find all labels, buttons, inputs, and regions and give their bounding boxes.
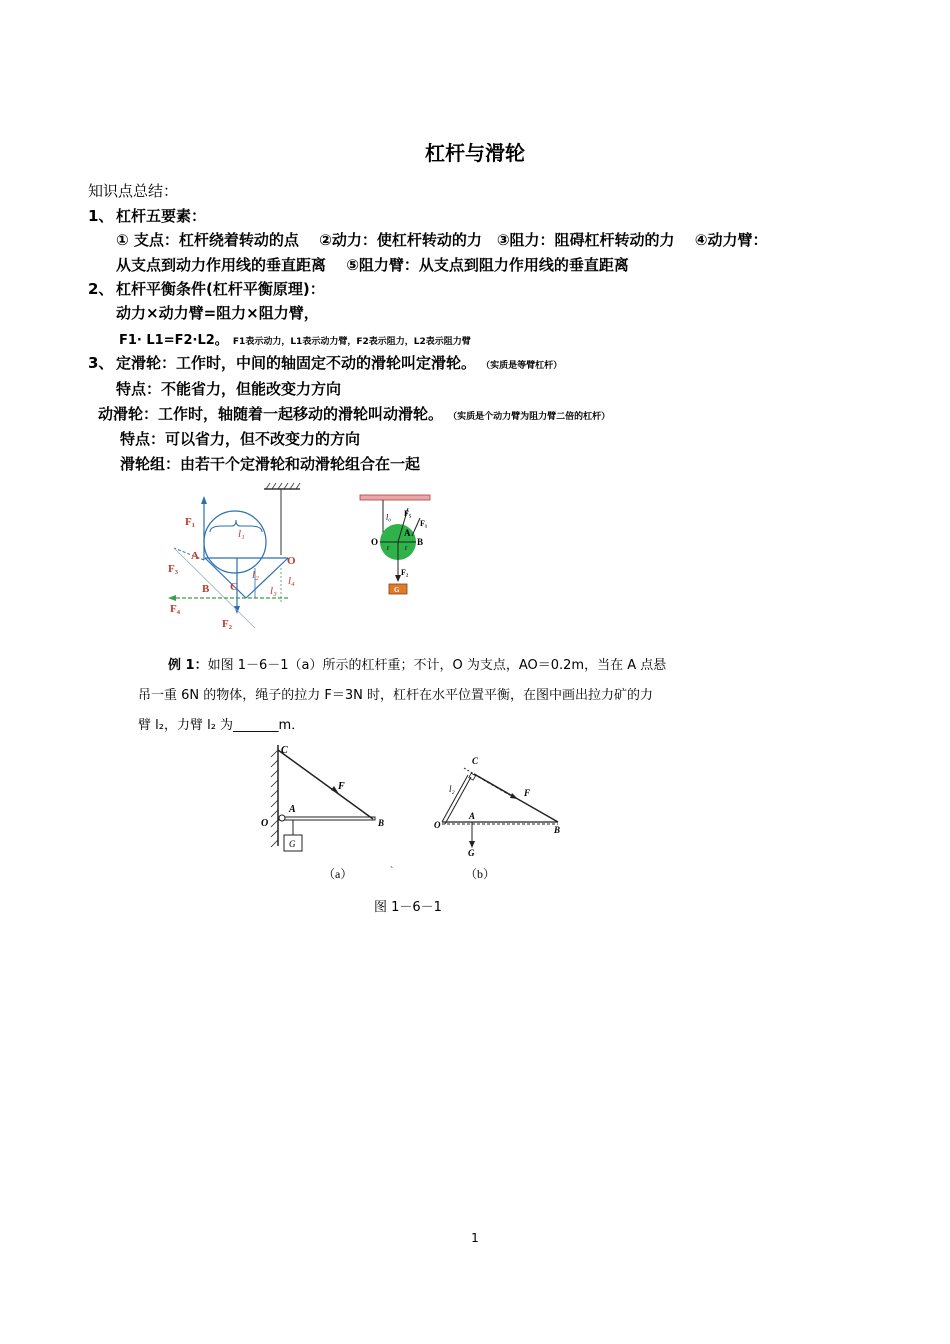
lever-ob <box>279 817 375 820</box>
label-a: A <box>404 528 411 538</box>
label-l4: l₄ <box>288 575 295 587</box>
f1-line <box>412 518 420 536</box>
label-b: B <box>378 818 385 828</box>
movable-pulley-definition: 动滑轮：工作时，轴随着一起移动的滑轮叫动滑轮。 <box>98 405 444 423</box>
label-l1: l₁ <box>238 528 245 540</box>
f-arrowhead <box>510 793 518 799</box>
label-f2: F₂ <box>222 618 233 630</box>
movable-pulley-note: （实质是个动力臂为阻力臂二倍的杠杆） <box>448 412 611 422</box>
page-number: 1 <box>471 1231 479 1245</box>
formula-line <box>119 329 471 348</box>
fixed-pulley-definition: 定滑轮：工作时，中间的轴固定不动的滑轮叫定滑轮。 <box>116 354 477 372</box>
f4-arrowhead <box>168 595 176 601</box>
example-unit: m． <box>278 718 305 733</box>
label-f: F <box>524 788 531 798</box>
label-o: O <box>261 818 269 829</box>
label-g: G <box>289 839 296 849</box>
label-g: G <box>468 848 475 858</box>
figure-caption: 图 1－6－1 <box>374 900 442 915</box>
movable-pulley-diagram <box>360 490 440 600</box>
example-line-1 <box>168 654 666 673</box>
ceiling-hatch <box>266 483 300 489</box>
arm-l2-1 <box>442 775 468 822</box>
label-c: C <box>281 745 288 756</box>
section-1-number: 1、 <box>88 207 114 225</box>
section-3-number: 3、 <box>88 354 114 372</box>
label-b: B <box>417 537 424 547</box>
lever-arm <box>205 558 246 598</box>
label-l0: l₀ <box>386 513 392 522</box>
section-1-heading: 杠杆五要素： <box>116 207 207 225</box>
label-f1: F₁ <box>185 516 196 528</box>
pivot-o <box>279 815 285 821</box>
section-1-line-1: ① 支点：杠杆绕着转动的点 ②动力：使杠杆转动的力 ③阻力：阻碍杠杆转动的力 ④动力臂： <box>116 231 768 249</box>
fixed-pulley-feature: 特点：不能省力，但能改变力方向 <box>116 380 342 398</box>
example-line-2: 吊一重 6N 的物体，绳子的拉力 F＝3N 时，杠杆在水平位置平衡，在图中画出拉力矿的力 <box>138 688 653 703</box>
label-c: C <box>230 581 238 593</box>
l1-brace <box>210 520 262 532</box>
answer-blank[interactable]: _______ <box>233 718 279 733</box>
page-title: 杠杆与滑轮 <box>425 141 525 165</box>
balance-formula: F1· L1=F2·L2。 <box>119 333 228 348</box>
f3-line <box>174 548 204 560</box>
label-b: B <box>554 825 561 835</box>
ceiling-bar <box>360 495 430 500</box>
f3-action-line <box>174 548 255 628</box>
label-f4: F₄ <box>170 603 181 615</box>
label-r-right: r <box>405 544 408 552</box>
formula-note: F1表示动力，L1表示动力臂，F2表示阻力，L2表示阻力臂 <box>232 337 471 347</box>
figure-b-lever <box>390 748 580 888</box>
label-r-left: r <box>387 544 390 552</box>
fixed-pulley-line <box>116 352 562 373</box>
pulley-wheel <box>204 511 266 573</box>
fixed-pulley-note: （实质是等臂杠杆） <box>481 361 563 371</box>
caption-a: （a） <box>323 867 353 881</box>
example-text-1: 如图 1－6－1（a）所示的杠杆重；不计，O 为支点，AO＝0.2m，当在 A 点悬 <box>207 658 667 673</box>
label-f: F <box>338 781 345 792</box>
pulley-block-definition: 滑轮组：由若干个定滑轮和动滑轮组合在一起 <box>120 455 421 473</box>
g-arrowhead <box>469 841 475 848</box>
f-extension <box>474 774 510 795</box>
section-2-line-1: 动力×动力臂=阻力×阻力臂， <box>116 304 319 322</box>
label-a: A <box>289 804 296 815</box>
caption-b: （b） <box>465 867 496 881</box>
label-f1: F₁ <box>420 519 428 528</box>
label-f5: F₅ <box>404 509 412 518</box>
label-b: B <box>202 583 210 595</box>
example-line-3 <box>138 714 304 733</box>
label-l3: l₃ <box>270 585 277 597</box>
label-a: A <box>191 550 199 562</box>
label-l2: l₂ <box>449 784 455 794</box>
example-text-3a: 臂 l₂，力臂 l₂ 为 <box>138 718 234 733</box>
summary-heading: 知识点总结： <box>88 182 179 200</box>
section-2-number: 2、 <box>88 280 114 298</box>
movable-pulley-feature: 特点：可以省力，但不改变力的方向 <box>120 430 361 448</box>
movable-pulley-line <box>98 403 610 424</box>
section-2-heading: 杠杆平衡条件(杠杆平衡原理)： <box>116 280 325 298</box>
stray-tick: ` <box>390 866 394 877</box>
c-dashed <box>464 768 474 774</box>
label-f3: F₃ <box>168 563 179 575</box>
example-label: 例 1： <box>168 658 208 673</box>
label-a: A <box>469 811 476 821</box>
section-1-line-2: 从支点到动力作用线的垂直距离 ⑤阻力臂：从支点到阻力作用线的垂直距离 <box>116 256 629 274</box>
wall-hatch <box>271 750 278 847</box>
label-c: C <box>472 756 479 766</box>
label-o: O <box>434 820 441 830</box>
label-o: O <box>371 537 379 547</box>
figure-a-lever <box>255 740 395 888</box>
f1-arrowhead <box>201 496 207 504</box>
lever-force-arm-diagram <box>160 480 320 635</box>
label-o: O <box>287 555 296 567</box>
label-f2: F₂ <box>401 568 409 577</box>
label-l2: l₂ <box>252 569 259 581</box>
label-g: G <box>394 586 400 594</box>
